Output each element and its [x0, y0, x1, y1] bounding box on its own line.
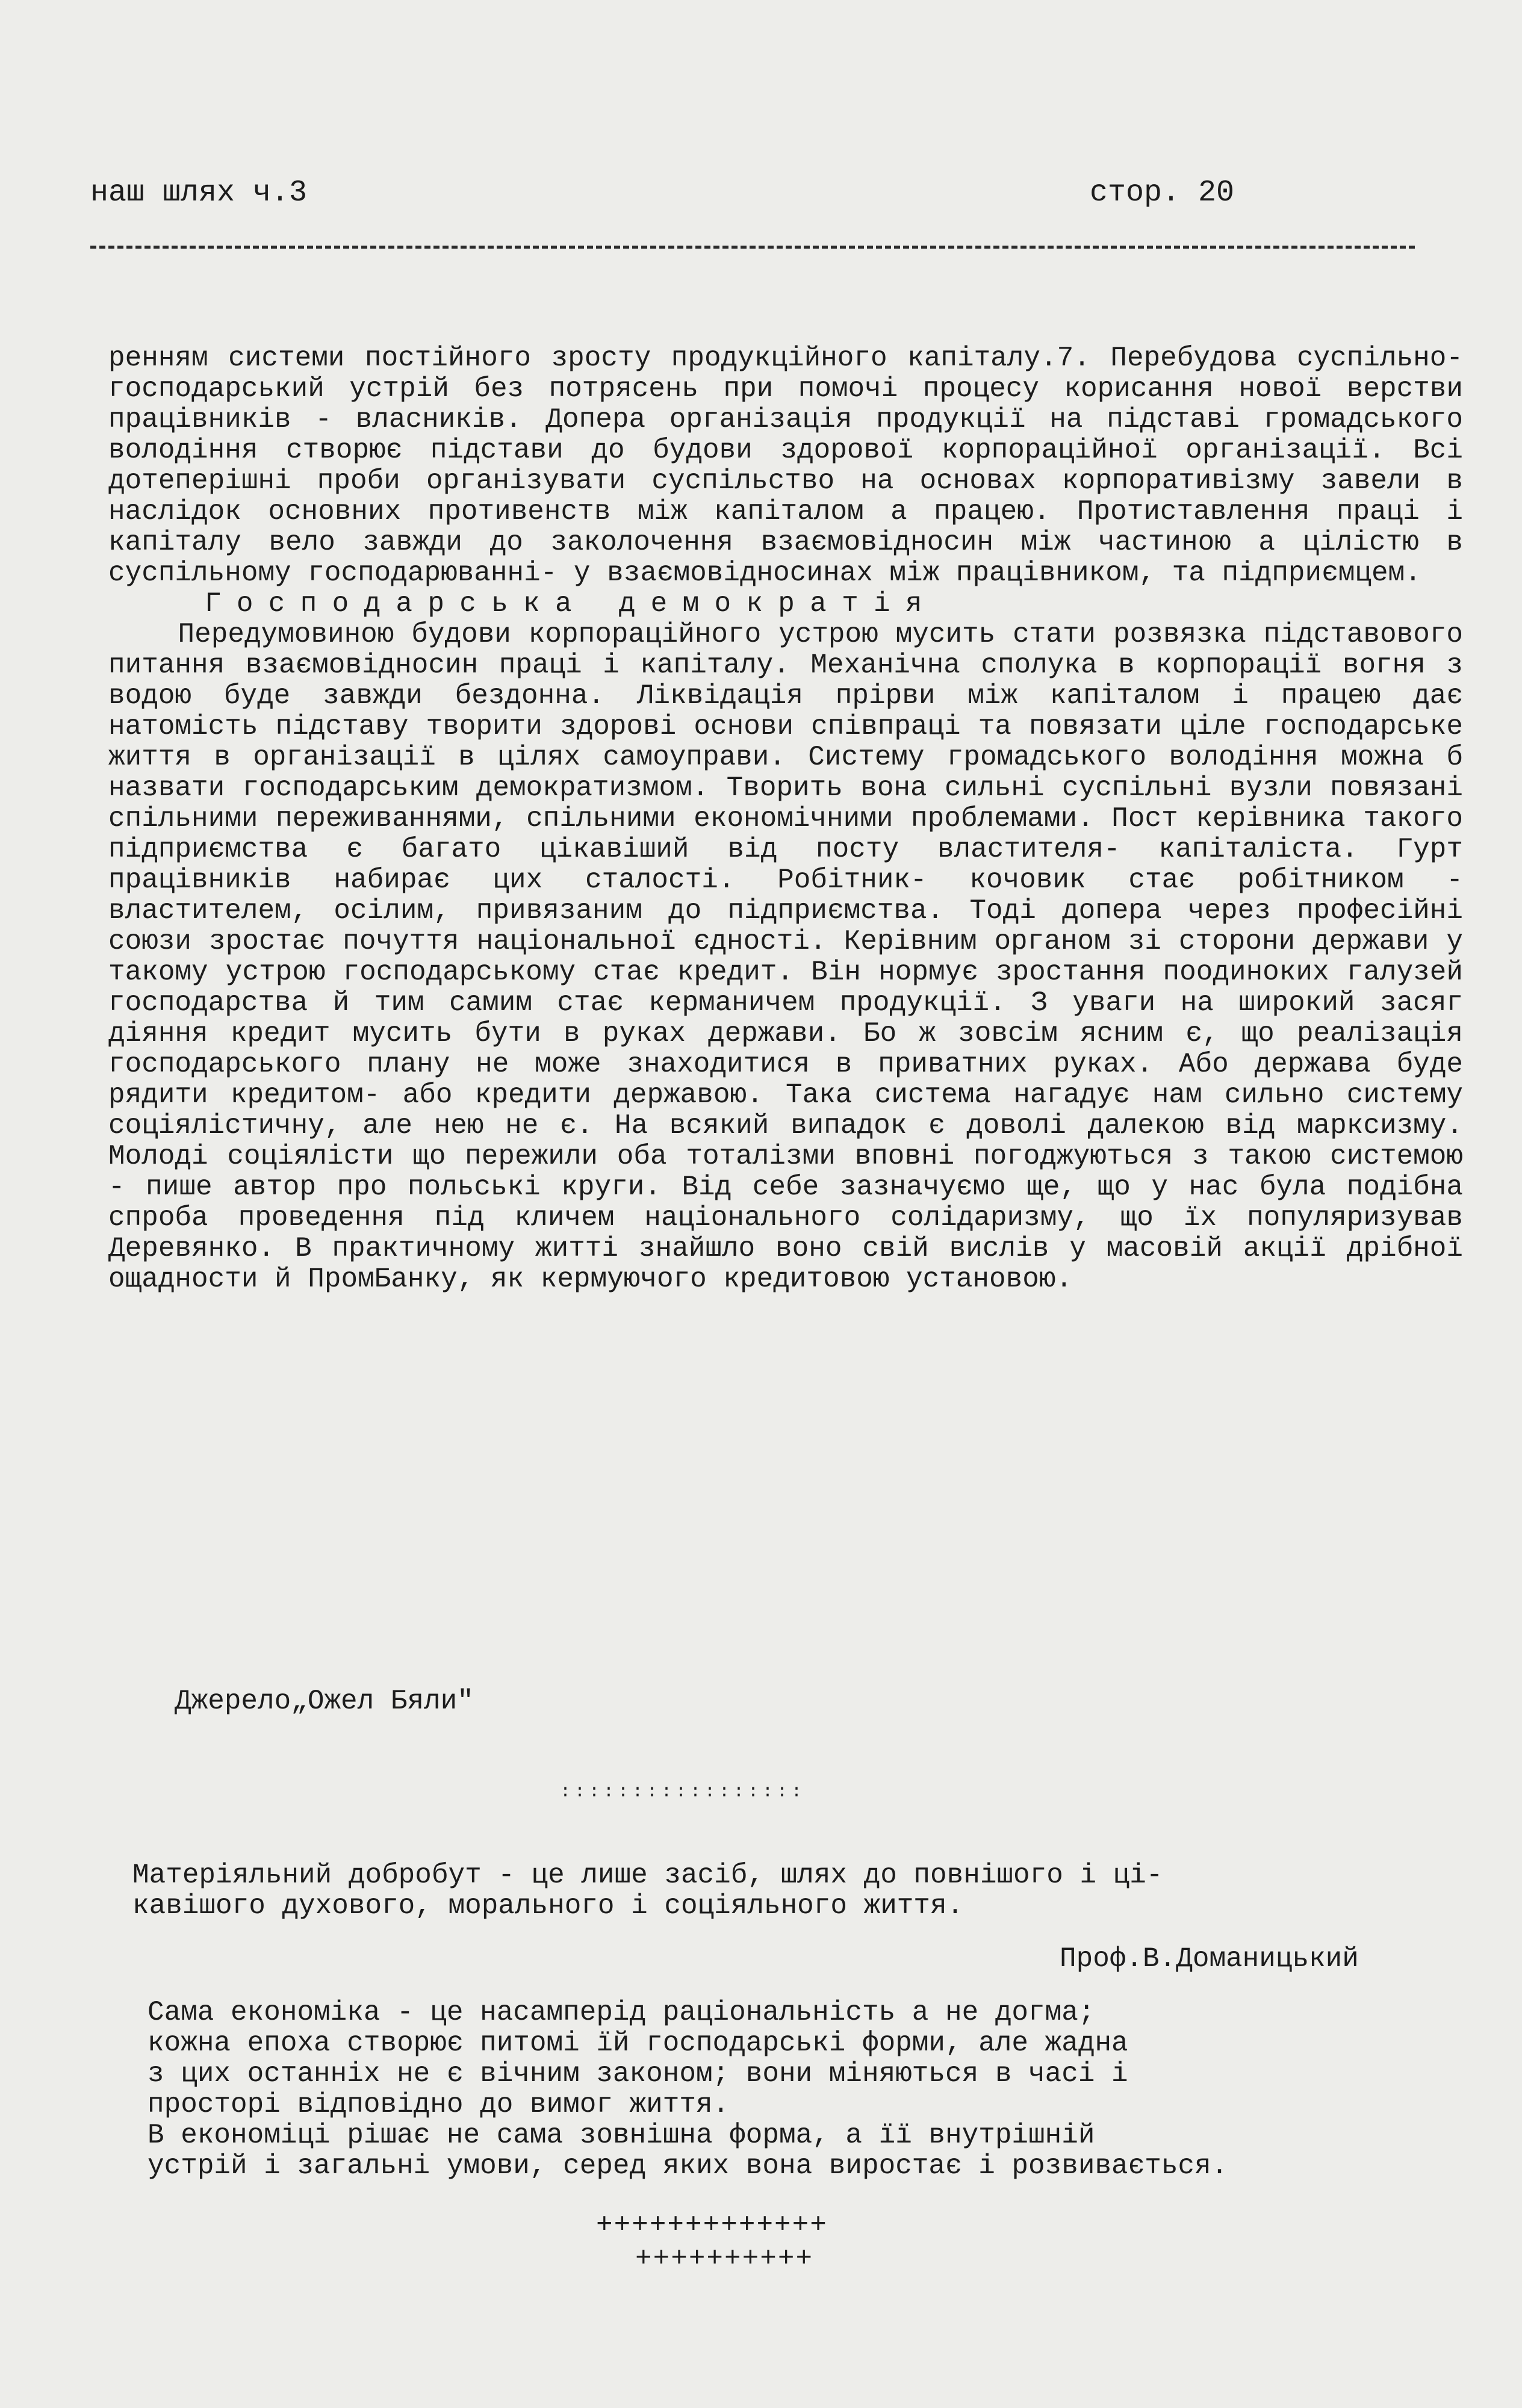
publication-title: наш шлях ч.3: [90, 176, 308, 210]
paragraph-2: Передумовиною будови корпораційного устрою мусить стати розвязка підставового питання взаємовідносин праці і капіталу. Механічна сполука в корпорації вогня з водою буде завжди бездонна. Ліквідація прірви між капіталом і працею дає натомість підставу творити здорові основи співпраці та повязати ціле господарське життя в організації в цілях самоуправи. Систему громадського володіння можна б назвати господарським демократизмом. Творить вона сильні суспільні вузли повязані спільними переживаннями, спільними економічними проблемами. Пост керівника такого підприємства є багато цікавіший від посту властителя- капіталіста. Гурт працівників набирає цих сталості. Робітник- кочовик стає робітником - властителем, осілим, привязаним до підприємства. Тоді допера через професійні союзи зростає почуття національної єдності. Керівним органом зі сторони держави у такому устрою господарському стає кредит. Він нормує зростання поодиноких галузей господарства й тим самим стає керманичем продукції. З уваги на широкий засяг діяння кредит мусить бути в руках держави. Бо ж зовсім ясним є, що реалізація господарського плану не може знаходитися в приватних руках. Або держава буде рядити кредитом- або кредити державою. Така система нагадує нам сильно систему соціялістичну, але нею не є. На всякий випадок є доволі далекою від марксизму. Молоді соціялісти що пережили оба тоталізми вповні погоджуються з такою системою - пише автор про польські круги. Від себе зазначуємо ще, що у нас була подібна спроба проведення під кличем національного солідаризму, що їх популяризував Деревянко. В практичному житті знайшло воно свій вислів у масовій акції дрібної ощадности й ПромБанку, як кермуючого кредитовою установою.: [108, 619, 1480, 1295]
header-divider: [90, 246, 1415, 249]
quote-2-line: Сама економіка - це насамперід раціональність а не догма;: [148, 1997, 1095, 2028]
article-body: [108, 343, 1480, 1295]
page-header: [90, 176, 1415, 218]
source-citation: Джерело„Ожел Бяли": [175, 1686, 474, 1717]
quote-2-line: просторі відповідно до вимог життя.: [148, 2089, 730, 2120]
dotted-separator: :::::::::::::::::: [560, 1782, 806, 1802]
quote-1-author: Проф.В.Доманицький: [1060, 1943, 1359, 1975]
quote-2-line: кожна епоха створює питомі їй господарські форми, але жадна: [148, 2028, 1128, 2059]
section-heading: Господарська демократія: [205, 588, 937, 619]
plus-divider-top: +++++++++++++: [596, 2209, 828, 2241]
quote-1-line: кавішого духового, морального і соціяльного життя.: [132, 1890, 964, 1922]
plus-divider-bottom: ++++++++++: [635, 2243, 814, 2274]
quote-2-line: устрій і загальні умови, серед яких вона виростає і розвивається.: [148, 2150, 1228, 2182]
quote-2-line: В економіці рішає не сама зовнішна форма, а її внутрішній: [148, 2120, 1095, 2151]
quote-2-line: з цих останніх не є вічним законом; вони міняються в часі і: [148, 2058, 1128, 2090]
quote-1: [132, 1860, 1427, 1922]
quote-1-line: Матеріяльний добробут - це лише засіб, шлях до повнішого і ці-: [132, 1860, 1163, 1891]
quote-2: [148, 1997, 1442, 2182]
page-number: стор. 20: [1090, 176, 1235, 210]
paragraph-1: ренням системи постійного зросту продукційного капіталу.7. Перебудова суспільно- господарський устрій без потрясень при помочі процесу корисання нової верстви працівників - власників. Допера організація продукції на підставі громадського володіння створює підстави до будови здорової корпораційної організації. Всі дотеперішні проби організувати суспільство на основах корпоративізму завели в наслідок основних противенств між капіталом а працею. Протиставлення праці і капіталу вело завжди до заколочення взаємовідносин між частиною а цілістю в суспільному господарюванні- у взаємовідносинах між працівником, та підприємцем.: [108, 343, 1480, 589]
